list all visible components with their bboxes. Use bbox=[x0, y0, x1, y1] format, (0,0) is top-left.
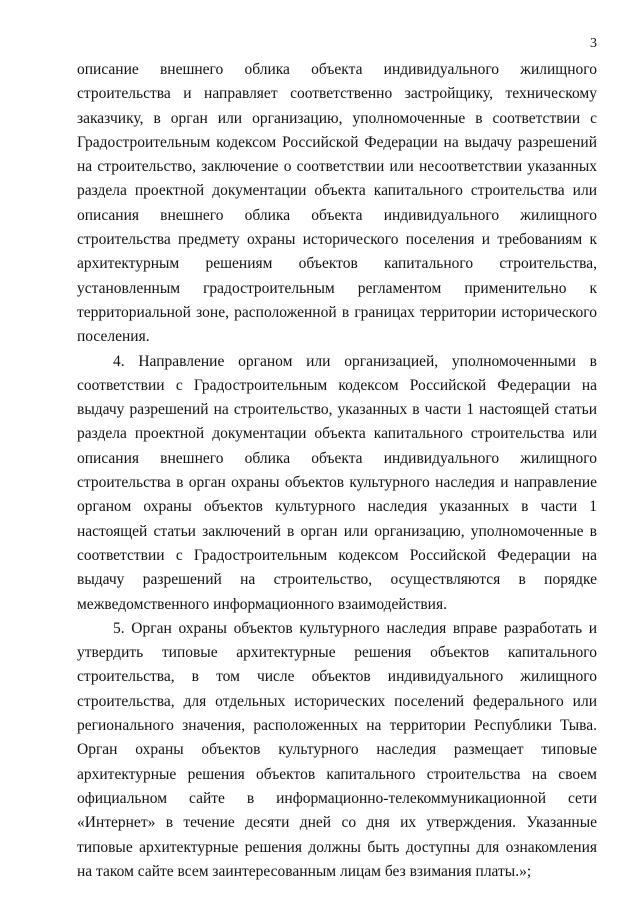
paragraph-continuation: описание внешнего облика объекта индивидуального жилищного строительства и направляет соответственно застройщику, техническому заказчику, в орган или организацию, уполномоченные в соответствии с Градостроительным кодексом Российской Федерации на выдачу разрешений на строительство, заключение о соответствии или несоответствии указанных раздела проектной документации объекта капитального строительства или описания внешнего облика объекта индивидуального жилищного строительства предмету охраны исторического поселения и требованиям к архитектурным решениям объектов капитального строительства, установленным градостроительным регламентом применительно к территориальной зоне, расположенной в границах территории исторического поселения. bbox=[77, 61, 597, 346]
page-number: 3 bbox=[590, 36, 597, 51]
document-body bbox=[77, 58, 597, 884]
paragraph-item-5: 5. Орган охраны объектов культурного наследия вправе разработать и утвердить типовые архитектурные решения объектов капитального строительства, в том числе объектов индивидуального жилищного строительства, для отдельных исторических поселений федерального или регионального значения, расположенных на территории Республики Тыва. Орган охраны объектов культурного наследия размещает типовые архитектурные решения объектов капитального строительства на своем официальном сайте в информационно-телекоммуникационной сети «Интернет» в течение десяти дней со дня их утверждения. Указанные типовые архитектурные решения должны быть доступны для ознакомления на таком сайте всем заинтересованным лицам без взимания платы.»; bbox=[77, 619, 597, 880]
paragraph-item-4: 4. Направление органом или организацией, уполномоченными в соответствии с Градостроительным кодексом Российской Федерации на выдачу разрешений на строительство, указанных в части 1 настоящей статьи раздела проектной документации объекта капитального строительства или описания внешнего облика объекта индивидуального жилищного строительства в орган охраны объектов культурного наследия и направление органом охраны объектов культурного наследия указанных в части 1 настоящей статьи заключений в орган или организацию, уполномоченные в соответствии с Градостроительным кодексом Российской Федерации на выдачу разрешений на строительство, осуществляются в порядке межведомственного информационного взаимодействия. bbox=[77, 352, 597, 613]
